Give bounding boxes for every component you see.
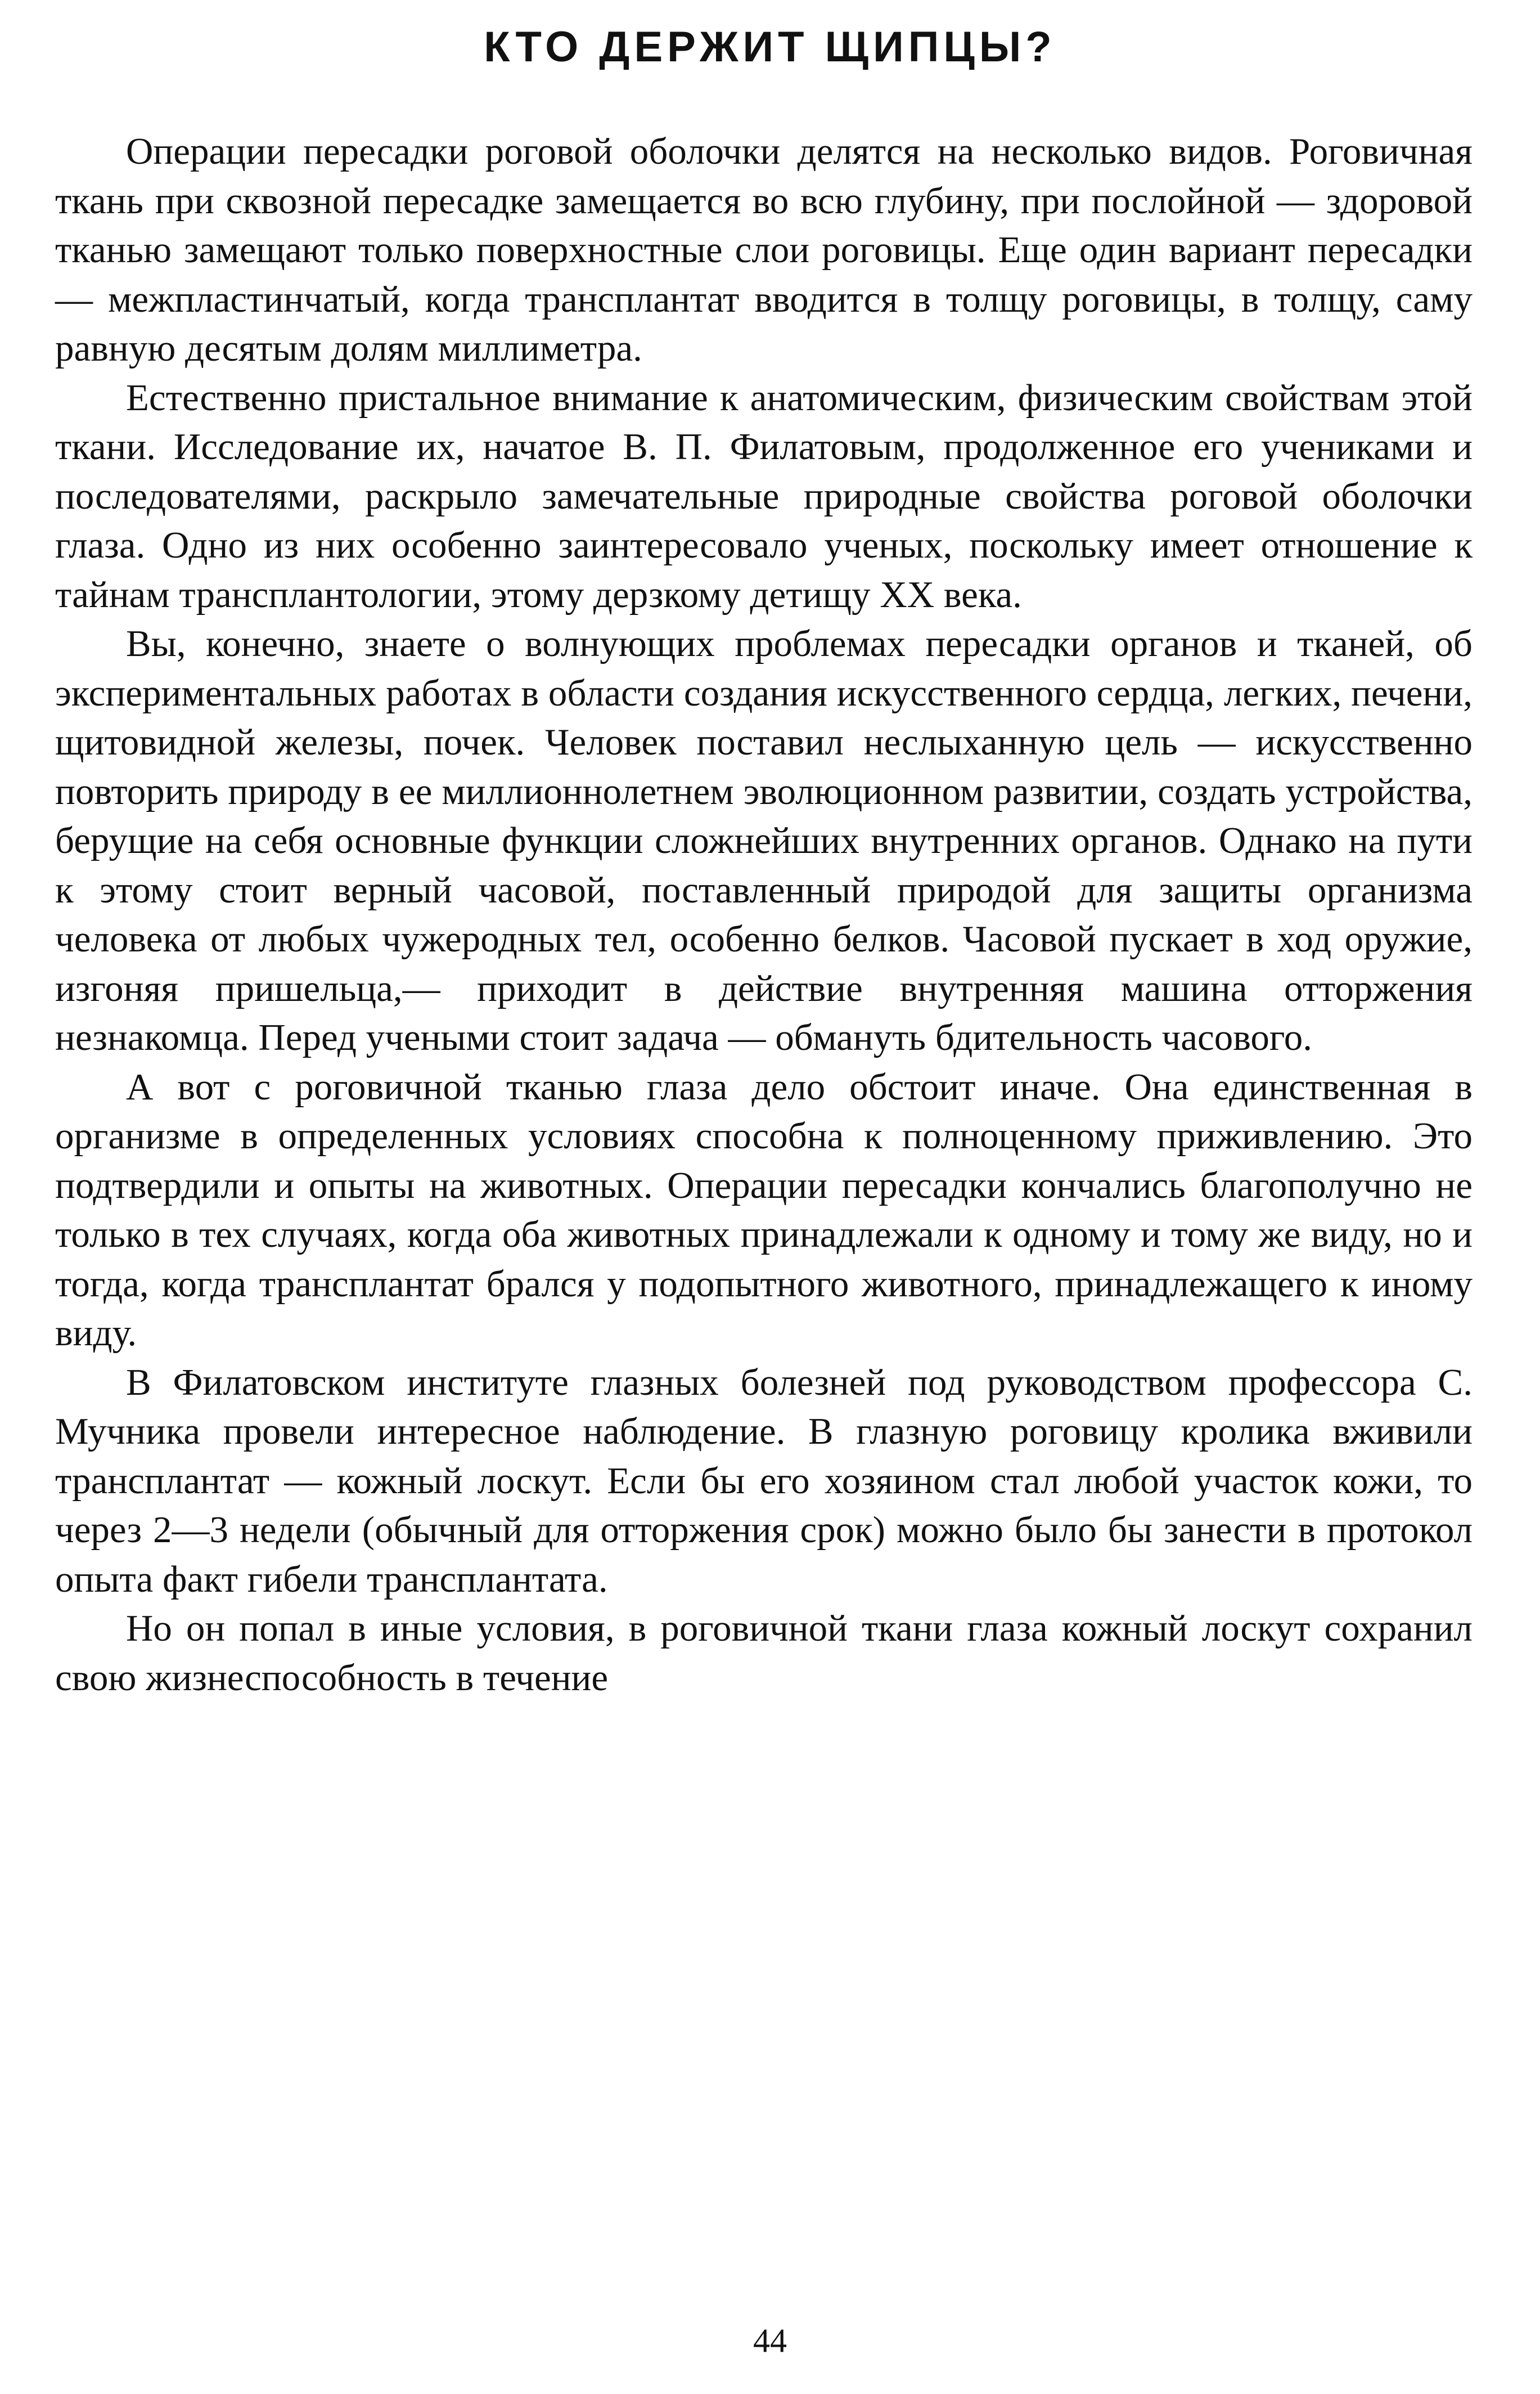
paragraph: Естественно пристальное внимание к анатомическим, физическим свойствам этой ткани. Исследование их, начатое В. П. Филатовым, продолженное его учениками и последователями, раскрыло замечательные природные свойства роговой оболочки глаза. Одно из них особенно заинтересовало ученых, поскольку имеет отношение к тайнам трансплантологии, этому дерзкому детищу XX века. [55,376,1473,616]
paragraph: Операции пересадки роговой оболочки делятся на несколько видов. Роговичная ткань при сквозной пересадке замещается во всю глубину, при послойной — здоровой тканью замещают только поверхностные слои роговицы. Еще один вариант пересадки — межпластинчатый, когда трансплантат вводится в толщу роговицы, в толщу, саму равную десятым долям миллиметра. [55,131,1473,369]
page-number: 44 [753,2322,787,2359]
page-title: КТО ДЕРЖИТ ЩИПЦЫ? [484,23,1056,71]
paragraph: Вы, конечно, знаете о волнующих проблемах пересадки органов и тканей, об экспериментальных работах в области создания искусственного сердца, легких, печени, щитовидной железы, почек. Человек поставил неслыханную цель — искусственно повторить природу в ее миллионнолетнем эволюционном развитии, создать устройства, берущие на себя основные функции сложнейших внутренних органов. Однако на пути к этому стоит верный часовой, поставленный природой для защиты организма человека от любых чужеродных тел, особенно белков. Часовой пускает в ход оружие, изгоняя пришельца,— приходит в действие внутренняя машина отторжения незнакомца. Перед учеными стоит задача — обмануть бдительность часового. [55,623,1473,1058]
body-text [55,127,1473,1703]
paragraph: В Филатовском институте глазных болезней под руководством профессора С. Мучника провели интересное наблюдение. В глазную роговицу кролика вживили трансплантат — кожный лоскут. Если бы его хозяином стал любой участок кожи, то через 2—3 недели (обычный для отторжения срок) можно было бы занести в протокол опыта факт гибели трансплантата. [55,1361,1473,1600]
paragraph: А вот с роговичной тканью глаза дело обстоит иначе. Она единственная в организме в определенных условиях способна к полноценному приживлению. Это подтвердили и опыты на животных. Операции пересадки кончались благополучно не только в тех случаях, когда оба животных принадлежали к одному и тому же виду, но и тогда, когда трансплантат брался у подопытного животного, принадлежащего к иному виду. [55,1066,1473,1354]
paragraph: Но он попал в иные условия, в роговичной ткани глаза кожный лоскут сохранил свою жизнеспособность в течение [55,1607,1473,1699]
